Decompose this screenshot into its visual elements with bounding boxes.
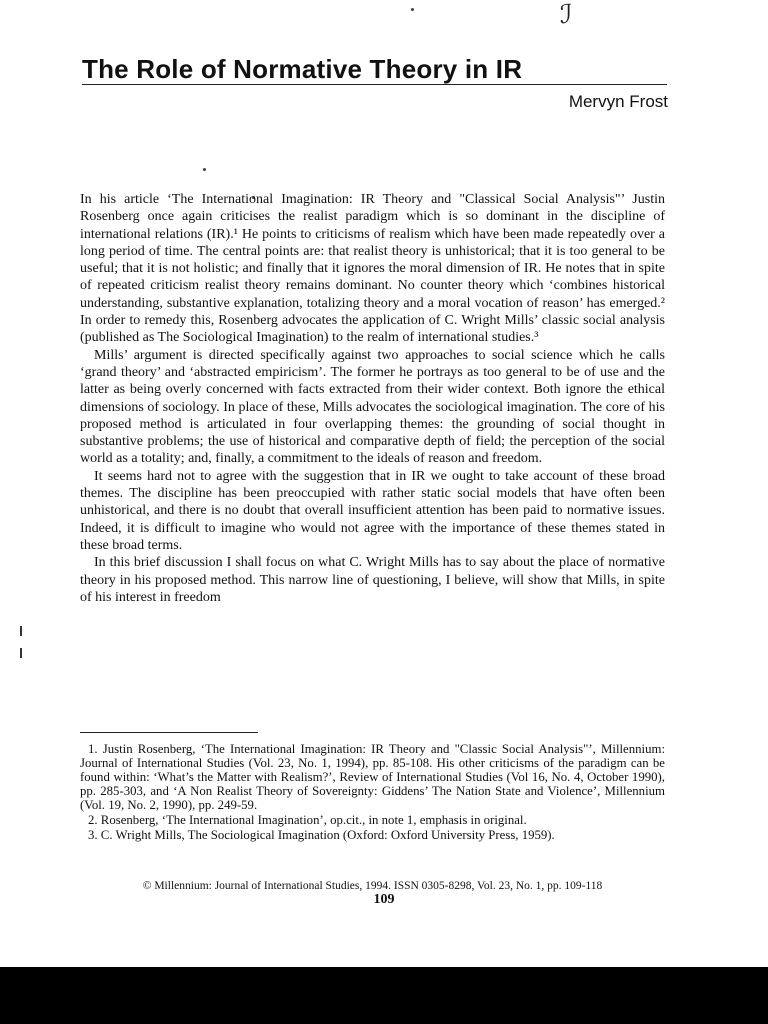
margin-tick [20, 648, 22, 658]
title-rule [82, 84, 667, 85]
author-name: Mervyn Frost [568, 92, 668, 111]
body-paragraph: Mills’ argument is directed specifically against two approaches to social science which he calls ‘grand theory’ and ‘abstracted empiricism’. The former he portrays as too general to be of use and the latter as being overly concerned with facts extracted from their wider context. Both ignore the ethical dimensions of sociology. In place of these, Mills advocates the sociological imagination. The core of his proposed method is articulated in four overlapping themes: the grounding of social thought in substantive problems; the use of historical and comparative depth of field; the perception of the social world as a totality; and, finally, a commitment to the ideals of reason and freedom. [80, 347, 665, 467]
footnote: 1. Justin Rosenberg, ‘The International Imagination: IR Theory and "Classic Social Analysis"’, Millennium: Journal of International Studies (Vol. 23, No. 1, 1994), pp. 85-108. His other criticisms of the paradigm can be found within: ‘What’s the Matter with Realism?’, Review of International Studies (Vol 16, No. 4, October 1990), pp. 285-303, and ‘A Non Realist Theory of Sovereignty: Giddens’ The Nation State and Violence’, Millennium (Vol. 19, No. 2, 1990), pp. 249-59. [80, 742, 665, 812]
article-body [80, 191, 665, 606]
handwritten-mark: ℐ [560, 0, 573, 30]
body-paragraph: It seems hard not to agree with the suggestion that in IR we ought to take account of these broad themes. The discipline has been preoccupied with rather static social models that have often been unhistorical, and there is no doubt that overall insufficient attention has been paid to normative issues. Indeed, it is difficult to imagine who would not agree with the importance of these themes stated in these broad terms. [80, 468, 665, 553]
footnote-rule [80, 732, 258, 733]
footnotes [80, 742, 665, 842]
margin-tick [20, 626, 22, 636]
copyright-line: © Millennium: Journal of International Studies, 1994. ISSN 0305-8298, Vol. 23, No. 1, pp. 109-118 [142, 880, 603, 892]
page-number: 109 [373, 892, 395, 907]
speck [411, 8, 414, 11]
footnote: 2. Rosenberg, ‘The International Imagination’, op.cit., in note 1, emphasis in original. [88, 813, 527, 827]
body-paragraph: In his article ‘The International Imagination: IR Theory and "Classical Social Analysis"’ Justin Rosenberg once again criticises the realist paradigm which is so dominant in the discipline of international relations (IR).¹ He points to criticisms of realism which have been made repeatedly over a long period of time. The central points are: that realist theory is unhistorical; that it is too general to be useful; that it is not holistic; and finally that it ignores the moral dimension of IR. He notes that in spite of repeated criticism realist theory remains dominant. No counter theory which ‘combines historical understanding, substantive explanation, totalizing theory and a moral vocation of reason’ has emerged.² In order to remedy this, Rosenberg advocates the application of C. Wright Mills’ classic social analysis (published as The Sociological Imagination) to the realm of international studies.³ [80, 192, 665, 346]
speck [203, 168, 206, 171]
article-title: The Role of Normative Theory in IR [82, 54, 523, 84]
body-paragraph: In this brief discussion I shall focus on what C. Wright Mills has to say about the place of normative theory in his proposed method. This narrow line of questioning, I believe, will show that Mills, in spite of his interest in freedom [80, 555, 665, 605]
scan-border [0, 967, 768, 1024]
footnote: 3. C. Wright Mills, The Sociological Imagination (Oxford: Oxford University Press, 1959). [88, 828, 555, 842]
